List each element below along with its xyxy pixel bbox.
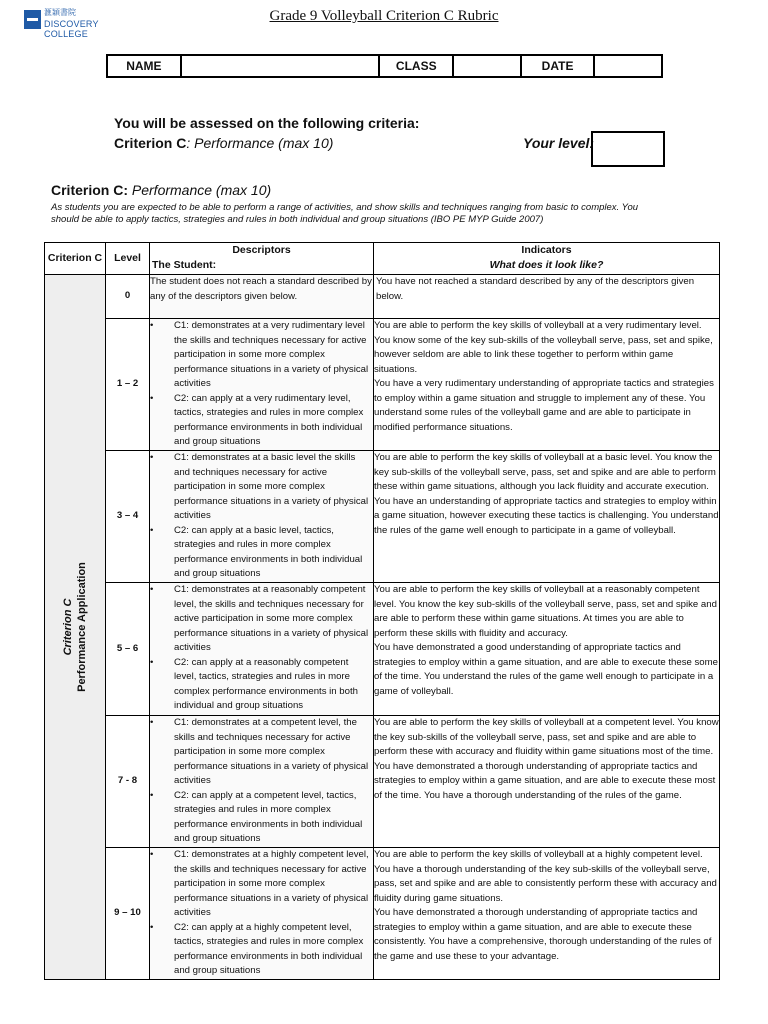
header-indicators: Indicators What does it look like? [374, 243, 720, 275]
document-title: Grade 9 Volleyball Criterion C Rubric [269, 8, 499, 24]
class-field[interactable] [453, 55, 521, 77]
indicator-cell: You are able to perform the key skills of volleyball at a reasonably competent level. You know the key sub-skills of the volleyball serve, pass, set and spike and are able to perform these within game situations. At times you are able to perform these skills with fluidity and accuracy. You have demonstrated a good understanding of appropriate tactics and strategies to employ within a game situation, and are able to execute these some of the time. You understand the rules of the game well enough to participate in a game of volleyball. [374, 583, 720, 716]
level-cell: 5 – 6 [106, 583, 150, 716]
student-info-table [106, 54, 663, 78]
rubric-table [44, 242, 720, 980]
indicator-cell: You are able to perform the key skills of volleyball at a highly competent level. You have a thorough understanding of the key sub-skills of the volleyball serve, pass, set and spike and are able to consistently perform these with accuracy and fluidity during game situations. You have demonstrated a thorough understanding of appropriate tactics and strategies to employ within a game situation, and are able to execute these consistently. You have a comprehensive, thorough understanding of the rules of the game and use these to your advantage. [374, 848, 720, 980]
table-row [45, 583, 720, 716]
table-row [45, 716, 720, 848]
table-row [45, 451, 720, 583]
descriptor-cell: • C1: demonstrates at a very rudimentary level the skills and techniques necessary for active participation in some more complex performance situations in a variety of physical activities • C2: can apply at a very rudimentary level, tactics, strategies and rules in more complex performance environments in both individual and group situations [150, 319, 374, 451]
class-label: CLASS [379, 55, 453, 77]
date-label: DATE [521, 55, 595, 77]
level-cell: 9 – 10 [106, 848, 150, 980]
logo-chinese-text: 滙穎書院 [44, 8, 76, 17]
descriptor-cell: • C1: demonstrates at a reasonably competent level, the skills and techniques necessary for active participation in some more complex performance situations in a variety of physical activities • C2: can apply at a reasonably competent level, tactics, strategies and rules in more complex performance environments in both individual and group situations [150, 583, 374, 716]
criterion-side-label: Criterion C Performance Application [45, 275, 106, 980]
header-descriptors: Descriptors The Student: [150, 243, 374, 275]
level-cell: 1 – 2 [106, 319, 150, 451]
date-field[interactable] [594, 55, 662, 77]
logo-english-text: DISCOVERY COLLEGE [44, 19, 99, 39]
level-cell: 3 – 4 [106, 451, 150, 583]
indicator-cell: You are able to perform the key skills of volleyball at a very rudimentary level. You know some of the key sub-skills of the volleyball serve, pass, set and spike, however seldom are able to link these together to perform within game situations. You have a very rudimentary understanding of appropriate tactics and strategies to employ within a game situation and struggle to implement any of these. You understand some rules of the volleyball game and are able to participate in modified performance situations. [374, 319, 720, 451]
header-criterion: Criterion C [45, 243, 106, 275]
descriptor-cell: • C1: demonstrates at a highly competent level, the skills and techniques necessary for active participation in some more complex performance situations in a variety of physical activities • C2: can apply at a highly competent level, tactics, strategies and rules in more complex performance environments in both individual and group situations [150, 848, 374, 980]
name-field[interactable] [181, 55, 380, 77]
table-row [45, 848, 720, 980]
header-level: Level [106, 243, 150, 275]
assessment-intro: You will be assessed on the following criteria: [114, 115, 420, 131]
descriptor-cell: • C1: demonstrates at a basic level the skills and techniques necessary for active participation in some more complex performance situations in a variety of physical activities • C2: can apply at a basic level, tactics, strategies and rules in more complex performance environments in both individual and group situations [150, 451, 374, 583]
level-cell: 7 - 8 [106, 716, 150, 848]
criterion-description: As students you are expected to be able to perform a range of activities, and show skills and techniques ranging from basic to complex. You should be able to apply tactics, strategies and rules in both individual and group situations (IBO PE MYP Guide 2007) [51, 202, 639, 225]
indicator-cell: You are able to perform the key skills of volleyball at a competent level. You know the key sub-skills of the volleyball serve, pass, set and spike and are able to perform these with accuracy and fluidity within game situations most of the time. You have demonstrated a thorough understanding of appropriate tactics and strategies to employ within a game situation, and are able to execute these most of the time. You have a thorough understanding of the rules of the game. [374, 716, 720, 848]
your-level-field[interactable] [591, 131, 665, 167]
indicator-cell: You are able to perform the key skills of volleyball at a basic level. You know the key sub-skills of the volleyball serve, pass, set and spike and are able to perform these within game situations, although you lack fluidity and accurate execution. You have an understanding of appropriate tactics and strategies to employ within a game situation, however executing these tactics is challenging. You understand the rules of the game well enough to participate in a game of volleyball. [374, 451, 720, 583]
criterion-heading: Criterion C: Performance (max 10) [51, 182, 272, 198]
table-row [45, 319, 720, 451]
name-label: NAME [107, 55, 181, 77]
indicator-cell: You have not reached a standard described by any of the descriptors given below. [374, 275, 720, 319]
descriptor-cell: • C1: demonstrates at a competent level, the skills and techniques necessary for active participation in some more complex performance situations in a variety of physical activities • C2: can apply at a competent level, tactics, strategies and rules in more complex performance environments in both individual and group situations [150, 716, 374, 848]
table-row [45, 275, 720, 319]
assessment-criterion: Criterion C: Performance (max 10) [114, 135, 334, 151]
descriptor-cell: The student does not reach a standard described by any of the descriptors given below. [150, 275, 374, 319]
level-cell: 0 [106, 275, 150, 319]
your-level-label: Your level: [523, 135, 595, 151]
